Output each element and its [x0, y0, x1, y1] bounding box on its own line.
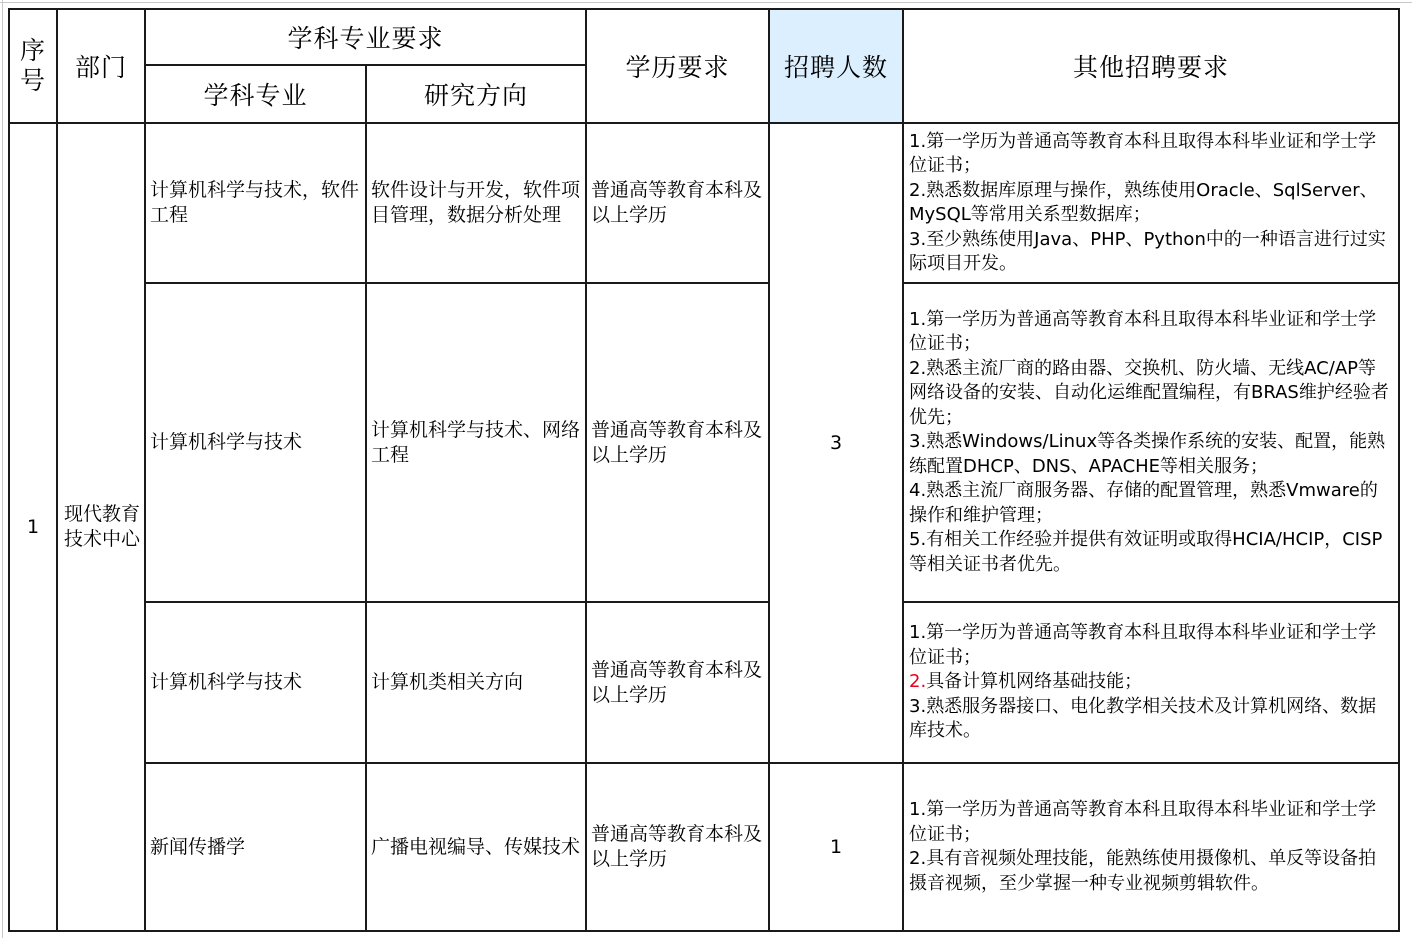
header-major[interactable]: 学科专业: [145, 65, 366, 123]
cell-major[interactable]: 计算机科学与技术，软件工程: [145, 123, 366, 283]
cell-requirements[interactable]: [903, 123, 1399, 283]
cell-major[interactable]: 计算机科学与技术: [145, 283, 366, 602]
requirement-item: 1.第一学历为普通高等教育本科且取得本科毕业证和学士学位证书；: [909, 622, 1377, 668]
requirement-item: 1.第一学历为普通高等教育本科且取得本科毕业证和学士学位证书；: [909, 308, 1377, 355]
cell-direction[interactable]: 软件设计与开发，软件项目管理，数据分析处理: [366, 123, 586, 283]
cell-count[interactable]: 3: [769, 123, 903, 763]
cell-seq[interactable]: 1: [9, 123, 57, 931]
requirement-item: 5.有相关工作经验并提供有效证明或取得HCIA/HCIP，CISP等相关证书者优先。: [909, 529, 1383, 575]
requirement-item: 2.熟悉数据库原理与操作，熟练使用Oracle、SqlServer、MySQL等常用关系型数据库；: [909, 179, 1378, 225]
cell-requirements[interactable]: [903, 283, 1399, 602]
requirement-item: 2.具有音视频处理技能，能熟练使用摄像机、单反等设备拍摄音视频，至少掌握一种专业视频剪辑软件。: [909, 848, 1377, 894]
header-dept[interactable]: 部门: [57, 9, 145, 123]
requirement-item: 2.具备计算机网络基础技能；: [909, 671, 1143, 693]
header-major-group[interactable]: 学科专业要求: [145, 9, 586, 65]
cell-direction[interactable]: 计算机类相关方向: [366, 602, 586, 763]
requirement-item: 4.熟悉主流厂商服务器、存储的配置管理，熟悉Vmware的操作和维护管理；: [909, 480, 1378, 526]
cell-requirements[interactable]: [903, 602, 1399, 763]
cell-dept[interactable]: 现代教育技术中心: [57, 123, 145, 931]
cell-requirements[interactable]: [903, 763, 1399, 931]
cell-education[interactable]: 普通高等教育本科及以上学历: [586, 602, 769, 763]
cell-direction[interactable]: 计算机科学与技术、网络工程: [366, 283, 586, 602]
recruitment-table: [8, 8, 1400, 932]
cell-major[interactable]: 新闻传播学: [145, 763, 366, 931]
header-count[interactable]: 招聘人数: [769, 9, 903, 123]
header-other[interactable]: 其他招聘要求: [903, 9, 1399, 123]
requirement-item: 1.第一学历为普通高等教育本科且取得本科毕业证和学士学位证书；: [909, 130, 1377, 176]
cell-education[interactable]: 普通高等教育本科及以上学历: [586, 763, 769, 931]
cell-count[interactable]: 1: [769, 763, 903, 931]
requirement-item: 3.熟悉服务器接口、电化教学相关技术及计算机网络、数据库技术。: [909, 695, 1377, 742]
header-education[interactable]: 学历要求: [586, 9, 769, 123]
requirement-item: 3.至少熟练使用Java、PHP、Python中的一种语言进行过实际项目开发。: [909, 228, 1386, 274]
sheet-top-gridline: [0, 2, 1412, 3]
requirement-item: 2.熟悉主流厂商的路由器、交换机、防火墙、无线AC/AP等网络设备的安装、自动化运维配置编程，有BRAS维护经验者优先；: [909, 357, 1389, 428]
cell-major[interactable]: 计算机科学与技术: [145, 602, 366, 763]
cell-education[interactable]: 普通高等教育本科及以上学历: [586, 123, 769, 283]
header-direction[interactable]: 研究方向: [366, 65, 586, 123]
cell-direction[interactable]: 广播电视编导、传媒技术: [366, 763, 586, 931]
sheet-left-gridline: [2, 0, 3, 938]
cell-education[interactable]: 普通高等教育本科及以上学历: [586, 283, 769, 602]
header-seq[interactable]: 序号: [9, 9, 57, 123]
requirement-item: 1.第一学历为普通高等教育本科且取得本科毕业证和学士学位证书；: [909, 799, 1377, 845]
requirement-item: 3.熟悉Windows/Linux等各类操作系统的安装、配置，能熟练配置DHCP、DNS、APACHE等相关服务；: [909, 431, 1386, 477]
